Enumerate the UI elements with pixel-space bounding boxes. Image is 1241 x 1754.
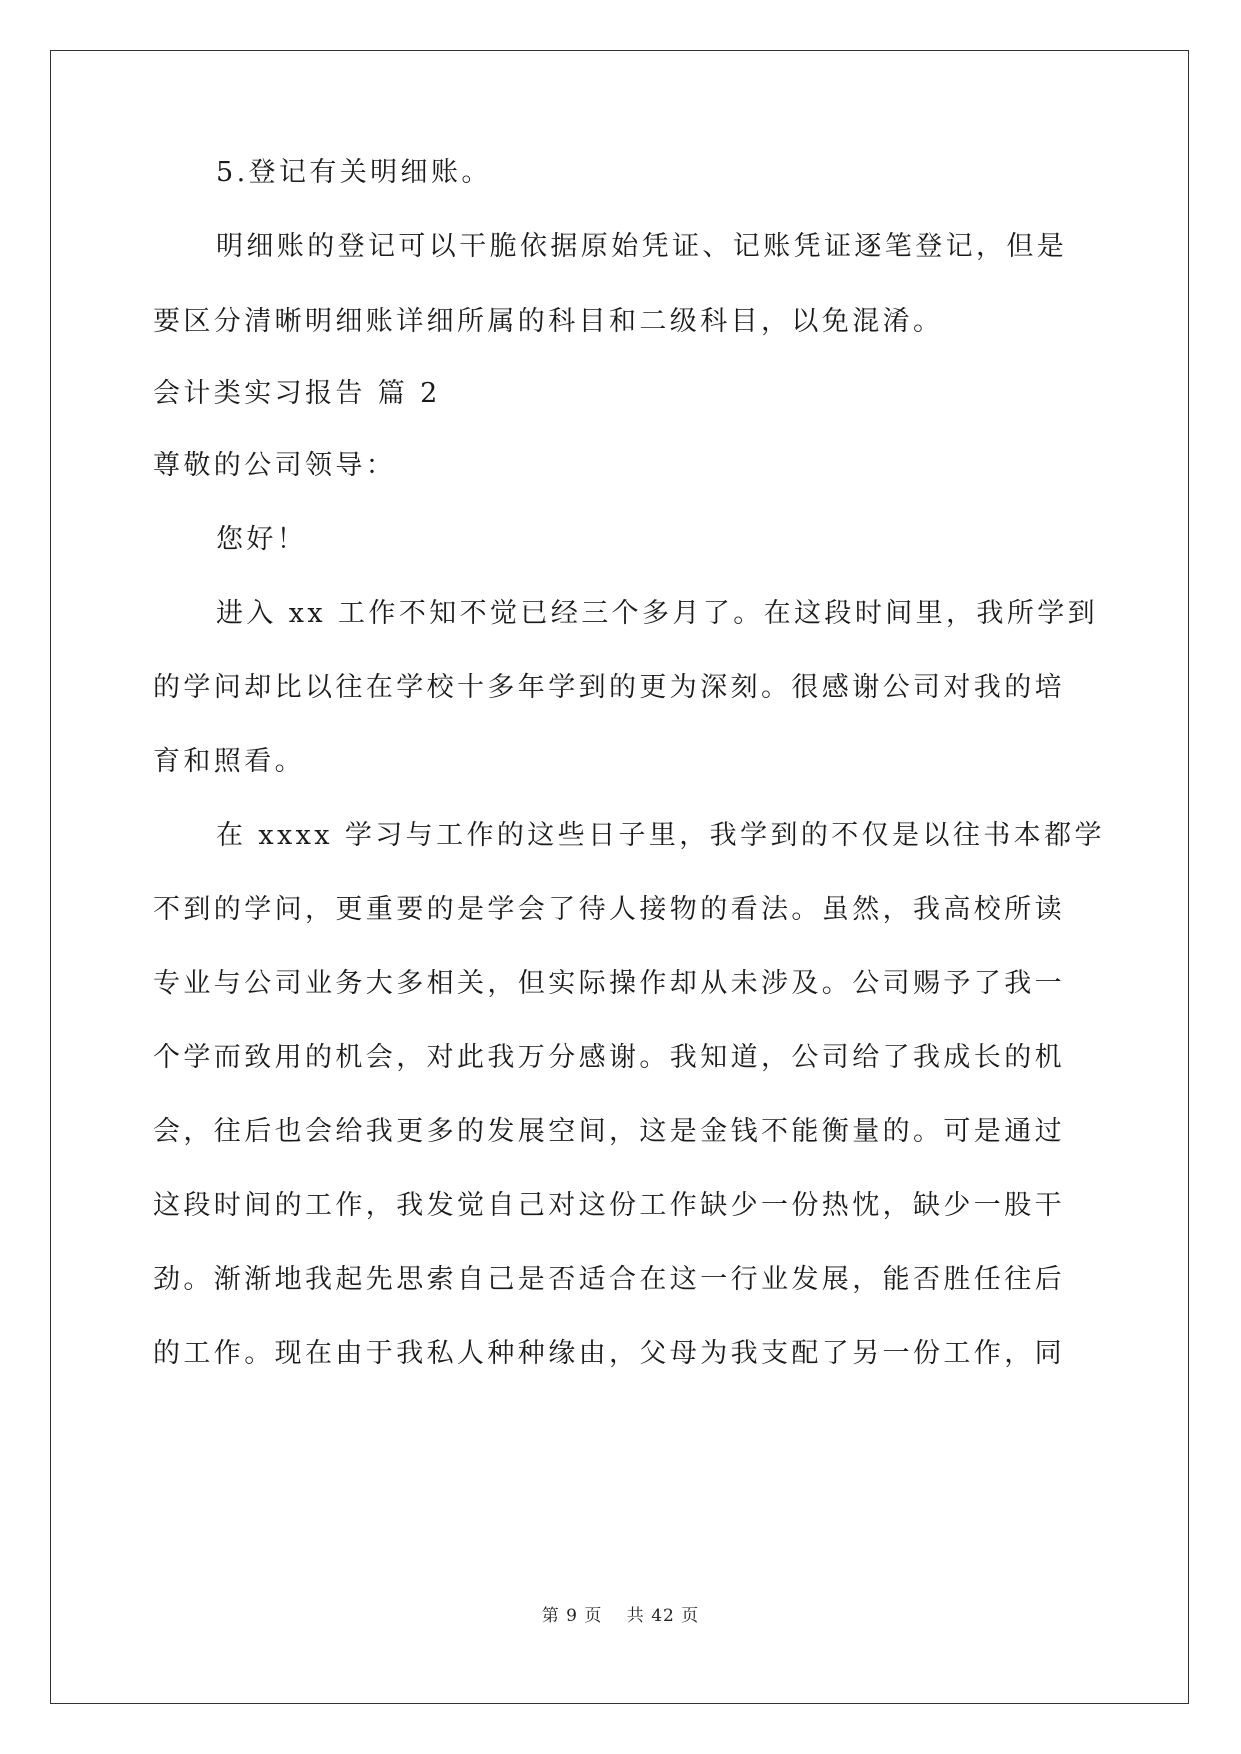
- text-line: 劲。渐渐地我起先思索自己是否适合在这一行业发展，能否胜任往后: [153, 1264, 1065, 1295]
- text-line: 的工作。现在由于我私人种种缘由，父母为我支配了另一份工作，同: [153, 1338, 1065, 1369]
- text-line: 这段时间的工作，我发觉自己对这份工作缺少一份热忱，缺少一股干: [153, 1190, 1065, 1221]
- text-line: 在 xxxx 学习与工作的这些日子里，我学到的不仅是以往书本都学: [216, 820, 1105, 851]
- text-line: 要区分清晰明细账详细所属的科目和二级科目，以免混淆。: [153, 306, 944, 337]
- text-line: 进入 xx 工作不知不觉已经三个多月了。在这段时间里，我所学到: [216, 598, 1099, 629]
- text-line: 会，往后也会给我更多的发展空间，这是金钱不能衡量的。可是通过: [153, 1116, 1065, 1147]
- greeting: 您好！: [216, 524, 308, 555]
- text-line: 育和照看。: [153, 746, 305, 777]
- text-line: 不到的学问，更重要的是学会了待人接物的看法。虽然，我高校所读: [153, 894, 1065, 925]
- page-number-footer: 第 9 页 共 42 页: [541, 1606, 700, 1626]
- text-line: 5.登记有关明细账。: [216, 157, 492, 188]
- text-line: 的学问却比以往在学校十多年学到的更为深刻。很感谢公司对我的培: [153, 672, 1065, 703]
- text-line: 明细账的登记可以干脆依据原始凭证、记账凭证逐笔登记，但是: [216, 231, 1068, 262]
- salutation: 尊敬的公司领导：: [153, 450, 397, 481]
- page-frame: [50, 50, 1189, 1704]
- text-line: 个学而致用的机会，对此我万分感谢。我知道，公司给了我成长的机: [153, 1042, 1065, 1073]
- section-heading: 会计类实习报告 篇 2: [153, 378, 441, 409]
- text-line: 专业与公司业务大多相关，但实际操作却从未涉及。公司赐予了我一: [153, 968, 1065, 999]
